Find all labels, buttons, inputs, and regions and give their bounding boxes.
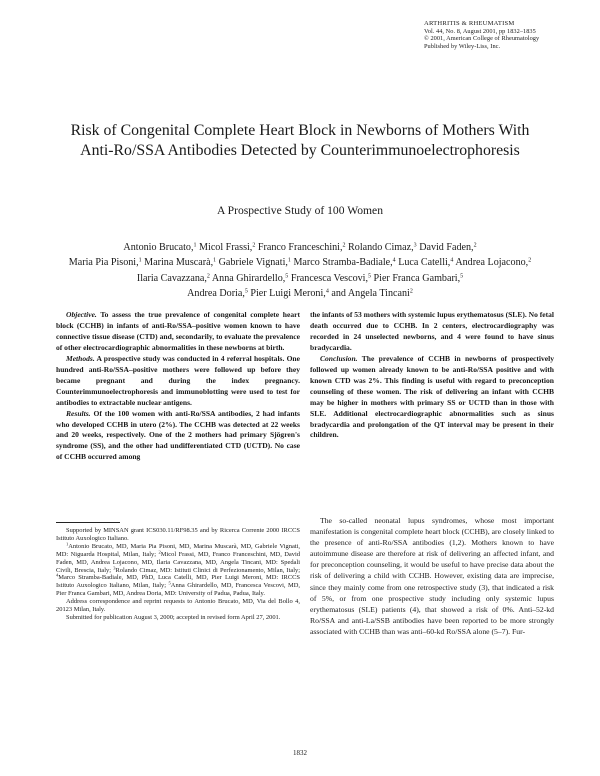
author-name: and Angela Tincani [331, 288, 410, 300]
author [331, 288, 413, 299]
aff5-text: Anna Ghirardello, MD, Francesca Vescovi, MD, Pier Franca Gambari, MD, Andrea Doria, MD: University of Padua, Padua, Italy. [56, 582, 301, 598]
author-name: Rolando Cimaz, [348, 242, 414, 253]
footnote-rule [56, 522, 120, 523]
author [123, 242, 196, 253]
author-affiliation-marker: 2 [409, 288, 413, 295]
aff1-marker: 1 [66, 541, 69, 547]
aff2-text: Micol Frassi, MD, Franco Franceschini, MD, David Faden, MD, Andrea Lojacono, MD, Ilaria Cavazzana, MD, Angela Tincani, MD: Spedali Civili, Brescia, Italy; [56, 550, 301, 574]
author-affiliation-marker: 2 [252, 242, 256, 249]
aff4-text: Marco Stramba-Badiale, MD, PhD, Luca Catelli, MD, Pier Luigi Meroni, MD: IRCCS Istituto Auxologico Italiano, Milan, Italy; [56, 574, 300, 590]
article-title: Risk of Congenital Complete Heart Block in Newborns of Mothers With Anti-Ro/SSA Antibodies Detected by Counterimmunoelectrophoresis [70, 122, 530, 159]
footnote-affiliations [56, 543, 300, 598]
results-continued: the infants of 53 mothers with systemic lupus erythematosus (SLE). No fetal death occurred due to CCHB. In 2 centers, electrocardiography was recorded in 24 unselected newborns, and 4 were found to have sinus bradycardia. [310, 310, 555, 352]
author-name: Marco Stramba-Badiale, [293, 257, 393, 269]
abstract-left-column [56, 310, 300, 463]
aff4-marker: 4 [56, 572, 59, 578]
journal-publisher: Published by Wiley-Liss, Inc. [424, 42, 501, 50]
footnote-support: Supported by MINSAN grant ICS030.11/RF98.35 and by Ricerca Corrente 2000 IRCCS Istituto Auxologico Italiano. [56, 527, 300, 542]
author-name: Franco Franceschini, [257, 242, 343, 253]
author [137, 273, 210, 284]
author-list [55, 240, 545, 302]
author-affiliation-marker: 4 [450, 257, 454, 264]
abstract-results [56, 409, 300, 464]
author-affiliation-marker: 4 [392, 257, 396, 264]
abstract-objective [56, 310, 300, 354]
author [212, 273, 288, 284]
journal-name: ARTHRITIS & RHEUMATISM [424, 20, 515, 27]
results-text-left: Of the 100 women with anti-Ro/SSA antibodies, 2 had infants who developed CCHB in utero (2%). The CCHB was detected at 22 weeks and 20 weeks, respectively. One of the 2 mothers had primary Sjögren's syndrome (SS), and the other had undifferentiated CTD (UCTD). No case of CCHB occurred among [56, 408, 300, 462]
aff3-marker: 3 [113, 565, 116, 571]
results-label: Results. [66, 408, 91, 418]
author [419, 242, 476, 253]
article-subtitle: A Prospective Study of 100 Women [217, 204, 383, 217]
author [258, 242, 346, 253]
author [250, 288, 328, 299]
intro-paragraph: The so-called neonatal lupus syndromes, whose most important manifestation is congenital complete heart block (CCHB), are closely linked to the presence of anti-Ro/SSA antibodies (1,2). Mothers known to have autoimmune disease are therefore at risk of delivering an affected infant, and for preconception counseling, it would be useful to have precise data about the risk of delivering a child with CCHB. However, existing data are imprecise, since they mainly come from one retrospective study (3), that indicated a risk of 5%, or from one prospective study including only systemic lupus erythematosus (SLE) patients (4), that showed a risk of 0%. Anti–52-kd Ro/SSA and anti-La/SSB antibodies have been reported to be more strongly associated with CCHB than was anti–60-kd Ro/SSA alone (5–7). Fur- [310, 516, 554, 636]
methods-label: Methods. [66, 353, 95, 363]
author [144, 257, 216, 268]
author-name: Pier Franca Gambari, [373, 272, 461, 284]
abstract-right-column [310, 310, 554, 441]
author [293, 257, 395, 268]
author [374, 273, 464, 284]
intro-column [310, 515, 554, 637]
conclusion-text: The prevalence of CCHB in newborns of prospectively followed up women already known to be anti-Ro/SSA positive and with known CTD was 2%. This finding is useful with regard to preconception counseling of these women. The risk of delivering an infant with CCHB may be higher in mothers with primary SS or UCTD than in those with SLE. Additional electrocardiographic abnormalities such as sinus bradycardia and prolongation of the QT interval may be present in their children. [310, 353, 554, 440]
journal-header [424, 20, 594, 50]
footnote-correspondence: Address correspondence and reprint requests to Antonio Brucato, MD, Via del Bollo 4, 20123 Milan, Italy. [56, 598, 300, 614]
author [291, 273, 371, 284]
author-affiliation-marker: 5 [368, 273, 371, 280]
author-affiliation-marker: 2 [473, 242, 477, 249]
aff3-text: Rolando Cimaz, MD: Istituti Clinici di Perfezionamento, Milan, Italy; [115, 566, 301, 574]
objective-label: Objective. [66, 310, 97, 319]
author-affiliation-marker: 1 [138, 257, 142, 264]
author [398, 257, 453, 268]
journal-volume: Vol. 44, No. 8, August 2001, pp 1832–1835 [424, 27, 536, 35]
objective-text: To assess the true prevalence of congenital complete heart block (CCHB) in infants of anti-Ro/SSA–positive women known to have connective tissue disease (CTD) and, secondarily, to evaluate the prevalence of other electrocardiographic abnormalities in these newborns at birth. [56, 310, 300, 352]
abstract-conclusion [310, 354, 554, 442]
author-affiliation-marker: 2 [206, 273, 210, 280]
aff5-marker: 5 [168, 580, 171, 586]
author-name: Luca Catelli, [398, 257, 451, 269]
author-affiliation-marker: 1 [213, 257, 217, 264]
aff2-marker: 2 [158, 549, 161, 555]
author-name: Micol Frassi, [199, 242, 253, 253]
footnotes [56, 527, 300, 622]
author-affiliation-marker: 4 [325, 288, 329, 295]
author-affiliation-marker: 2 [342, 242, 346, 249]
author-affiliation-marker: 5 [244, 288, 248, 295]
author-name: Anna Ghirardello, [211, 272, 286, 284]
author [199, 242, 255, 253]
page-number: 1832 [293, 749, 307, 757]
author-affiliation-marker: 5 [285, 273, 289, 280]
footnote-submitted: Submitted for publication August 3, 2000; accepted in revised form April 27, 2001. [66, 613, 281, 621]
author-affiliation-marker: 1 [193, 242, 197, 249]
author-name: Antonio Brucato, [123, 242, 194, 253]
author [455, 257, 531, 268]
conclusion-label: Conclusion. [320, 353, 358, 363]
author-name: Francesca Vescovi, [290, 272, 368, 284]
journal-copyright: © 2001, American College of Rheumatology [424, 35, 540, 43]
author-name: David Faden, [419, 242, 474, 253]
author-affiliation-marker: 2 [528, 257, 532, 264]
abstract-methods [56, 354, 300, 409]
aff1-text: Antonio Brucato, MD, Maria Pia Pisoni, MD, Marina Muscarà, MD, Gabriele Vignati, MD: Niguarda Hospital, Milan, Italy; [56, 542, 300, 558]
author-affiliation-marker: 3 [413, 242, 417, 249]
author [187, 288, 248, 299]
author [348, 242, 417, 253]
author-name: Marina Muscarà, [144, 257, 214, 269]
methods-text: A prospective study was conducted in 4 referral hospitals. One hundred anti-Ro/SSA–positive mothers were followed up before they became pregnant and during the index pregnancy. Counterimmunoelectrophoresis and immunoblotting were used to test for antibodies to extractable nuclear antigens. [56, 353, 300, 407]
author [219, 257, 291, 268]
author-affiliation-marker: 5 [460, 273, 464, 280]
author-affiliation-marker: 1 [287, 257, 291, 264]
author-name: Andrea Lojacono, [455, 257, 529, 269]
author-name: Pier Luigi Meroni, [250, 288, 326, 300]
author-name: Gabriele Vignati, [218, 257, 288, 269]
author-name: Andrea Doria, [187, 288, 245, 300]
author-name: Maria Pia Pisoni, [68, 257, 139, 269]
author [69, 257, 142, 268]
author-name: Ilaria Cavazzana, [136, 272, 207, 284]
